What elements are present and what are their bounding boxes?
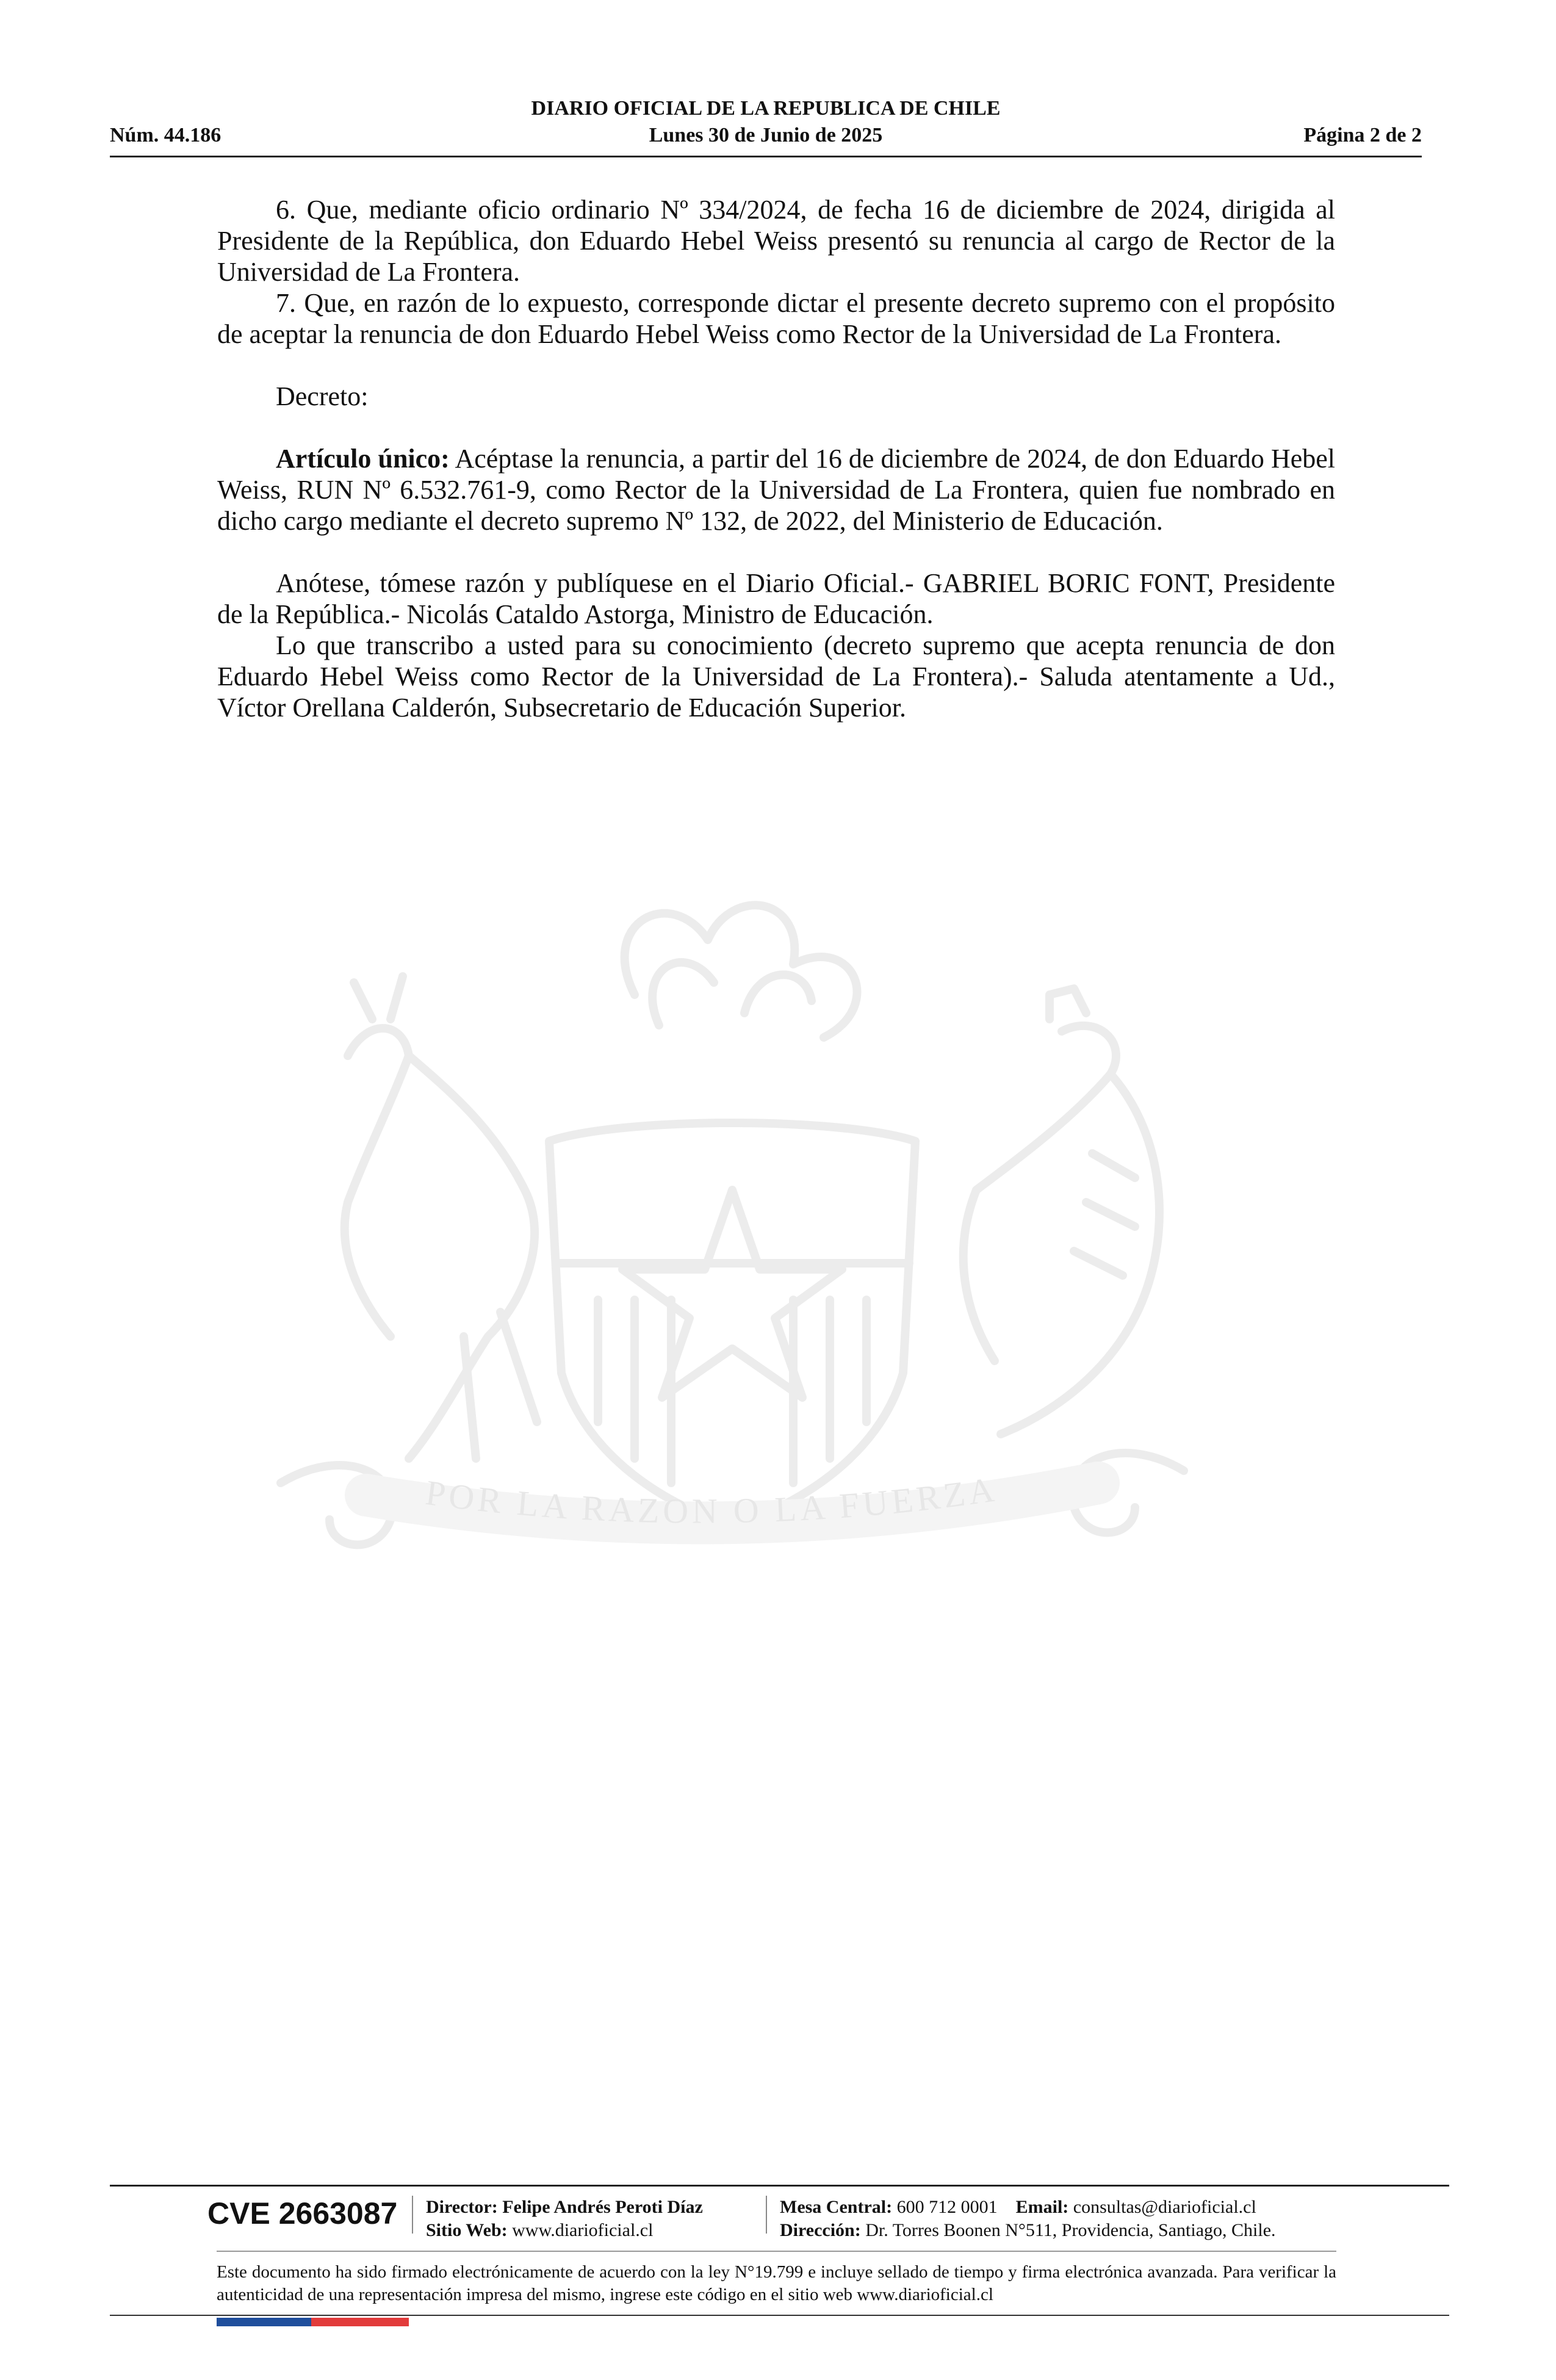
footer-separator (412, 2196, 413, 2234)
flag-stripe-red (311, 2318, 409, 2326)
footer-divider-top (110, 2185, 1449, 2187)
footer-divider-mid (217, 2251, 1336, 2252)
legal-notice: Este documento ha sido firmado electrónicamente de acuerdo con la ley N°19.799 e incluye sellado de tiempo y firma electrónica avanzada. Para verificar la autenticidad de una representación impresa del mismo, ingrese este código en el sitio web www.diarioficial.cl (217, 2262, 1336, 2304)
paragraph-transcribo: Lo que transcribo a usted para su conocimiento (decreto supremo que acepta renuncia de don Eduardo Hebel Weiss como Rector de la Universidad de La Frontera).- Saluda atentamente a Ud., Víctor Orellana Calderón, Subsecretario de Educación Superior. (217, 630, 1335, 723)
articulo-text: Acéptase la renuncia, a partir del 16 de diciembre de 2024, de don Eduardo Hebel Weiss, RUN Nº 6.532.761-9, como Rector de la Universidad de La Frontera, quien fue nombrado en dicho cargo mediante el decreto supremo Nº 132, de 2022, del Ministerio de Educación. (217, 444, 1335, 536)
mesa-value: 600 712 0001 (896, 2197, 998, 2217)
footer-divider-bottom (110, 2315, 1449, 2316)
web-label: Sitio Web: (426, 2220, 508, 2240)
decreto-heading: Decreto: (276, 381, 369, 411)
publication-title: DIARIO OFICIAL DE LA REPUBLICA DE CHILE (531, 97, 1001, 120)
email-value: consultas@diarioficial.cl (1073, 2197, 1256, 2217)
footer-director-block (426, 2196, 703, 2242)
paragraph-considerando-7: 7. Que, en razón de lo expuesto, corresponde dictar el presente decreto supremo con el propósito de aceptar la renuncia de don Eduardo Hebel Weiss como Rector de la Universidad de La Frontera. (217, 288, 1335, 349)
header-info-row (110, 122, 1422, 149)
issue-date: Lunes 30 de Junio de 2025 (649, 124, 883, 146)
email-label: Email: (1015, 2197, 1069, 2217)
direccion-label: Dirección: (780, 2220, 861, 2240)
cve-code: CVE 2663087 (207, 2196, 398, 2230)
direccion-value: Dr. Torres Boonen N°511, Providencia, Santiago, Chile. (865, 2220, 1276, 2240)
articulo-label: Artículo único: (276, 444, 450, 474)
page-number: Página 2 de 2 (1303, 124, 1422, 146)
document-body (217, 194, 1335, 723)
coat-of-arms-watermark-icon (207, 873, 1257, 1666)
paragraph-anotese: Anótese, tómese razón y publíquese en el Diario Oficial.- GABRIEL BORIC FONT, Presidente de la República.- Nicolás Cataldo Astorga, Ministro de Educación. (217, 568, 1335, 629)
mesa-label: Mesa Central: (780, 2197, 893, 2217)
articulo-unico (217, 443, 1335, 536)
header-divider (110, 156, 1422, 157)
paragraph-considerando-6: 6. Que, mediante oficio ordinario Nº 334/2024, de fecha 16 de diciembre de 2024, dirigida al Presidente de la República, don Eduardo Hebel Weiss presentó su renuncia al cargo de Rector de la Universidad de La Frontera. (217, 195, 1335, 287)
flag-stripe-blue (217, 2318, 311, 2326)
watermark-motto: POR LA RAZON O LA FUERZA (423, 1469, 1000, 1531)
footer-contact-block (780, 2196, 1276, 2242)
footer-separator (766, 2196, 767, 2234)
director-value: Felipe Andrés Peroti Díaz (502, 2197, 703, 2217)
page-header (110, 96, 1422, 157)
director-label: Director: (426, 2197, 498, 2217)
web-value: www.diarioficial.cl (512, 2220, 654, 2240)
issue-number: Núm. 44.186 (110, 124, 222, 146)
